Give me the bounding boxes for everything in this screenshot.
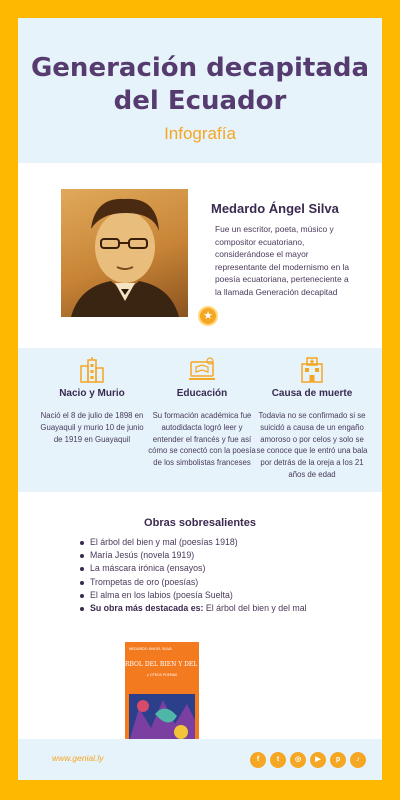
works-list (80, 536, 320, 615)
infographic-card (18, 18, 382, 780)
book-cover-image (110, 642, 214, 750)
pinterest-icon[interactable]: p (330, 752, 346, 768)
book-cover-title: EL ÁRBOL DEL BIEN Y DEL MAL (110, 661, 214, 668)
footer (18, 739, 382, 780)
youtube-icon[interactable]: ▶ (310, 752, 326, 768)
list-item: La máscara irónica (ensayos) (80, 562, 320, 575)
book-cover-author: MEDARDO ÁNGEL SILVA (129, 647, 172, 651)
laptop-book-icon (188, 356, 216, 384)
fact-text: Nació el 8 de julio de 1898 en Guayaquil y murio 10 de junio de 1919 en Guayaquil (40, 411, 144, 444)
author-name: Medardo Ángel Silva (211, 201, 339, 216)
list-item: El árbol del bien y mal (poesías 1918) (80, 536, 320, 549)
works-title: Obras sobresalientes (144, 517, 256, 529)
book-cover-subtitle: y OTROS POEMAS (146, 673, 178, 677)
buildings-icon (78, 356, 106, 384)
star-icon[interactable]: ★ (198, 306, 218, 326)
svg-text:EL ÁRBOL DEL BIEN Y DEL MAL (110, 661, 213, 668)
instagram-icon[interactable]: ◎ (290, 752, 306, 768)
page-title-line-2: del Ecuador (113, 86, 287, 116)
highlight-value: El árbol del bien y del mal (203, 603, 307, 614)
book-cover (110, 642, 214, 750)
fact-text: Su formación académica fue autodidacta logró leer y entender el francés y fue así cómo se conectó con la poesía de los simbolistas franceses (148, 411, 256, 468)
page-title-line-1: Generación decapitada (30, 53, 370, 83)
page-title (18, 52, 382, 118)
author-description: Fue un escritor, poeta, músico y compositor ecuatoriano, considerándose el mayor representante del modernismo en la poesía ecuatoriana, perteneciente a la llamada Generación decapitad (215, 224, 350, 297)
facebook-icon[interactable]: f (250, 752, 266, 768)
footer-link[interactable]: www.genial.ly (52, 753, 104, 763)
highlight-label: Su obra más destacada es: (90, 603, 204, 614)
author-portrait (61, 189, 188, 317)
fact-title: Causa de muerte (271, 388, 353, 399)
list-item: María Jesús (novela 1919) (80, 549, 320, 562)
hospital-icon (298, 356, 326, 384)
fact-title: Nacio y Murio (59, 388, 125, 399)
tiktok-icon[interactable]: ♪ (350, 752, 366, 768)
fact-text: Todavia no se confirmado si se suicidó a causa de un engaño amoroso o por celos y solo se se conoce que le entró una bala por detrás de la oreja a los 21 años de edad (256, 411, 368, 479)
fact-title: Educación (176, 388, 228, 399)
header-section (18, 18, 382, 163)
bio-section (18, 163, 382, 348)
page-subtitle: Infografía (164, 124, 236, 143)
social-links (250, 752, 366, 768)
twitter-icon[interactable]: t (270, 752, 286, 768)
portrait-image (61, 189, 188, 317)
works-section (18, 492, 382, 739)
list-item: El alma en los labios (poesía Suelta) (80, 589, 320, 602)
list-item: Trompetas de oro (poesías) (80, 576, 320, 589)
facts-section (18, 348, 382, 492)
list-item-highlight (80, 602, 320, 615)
